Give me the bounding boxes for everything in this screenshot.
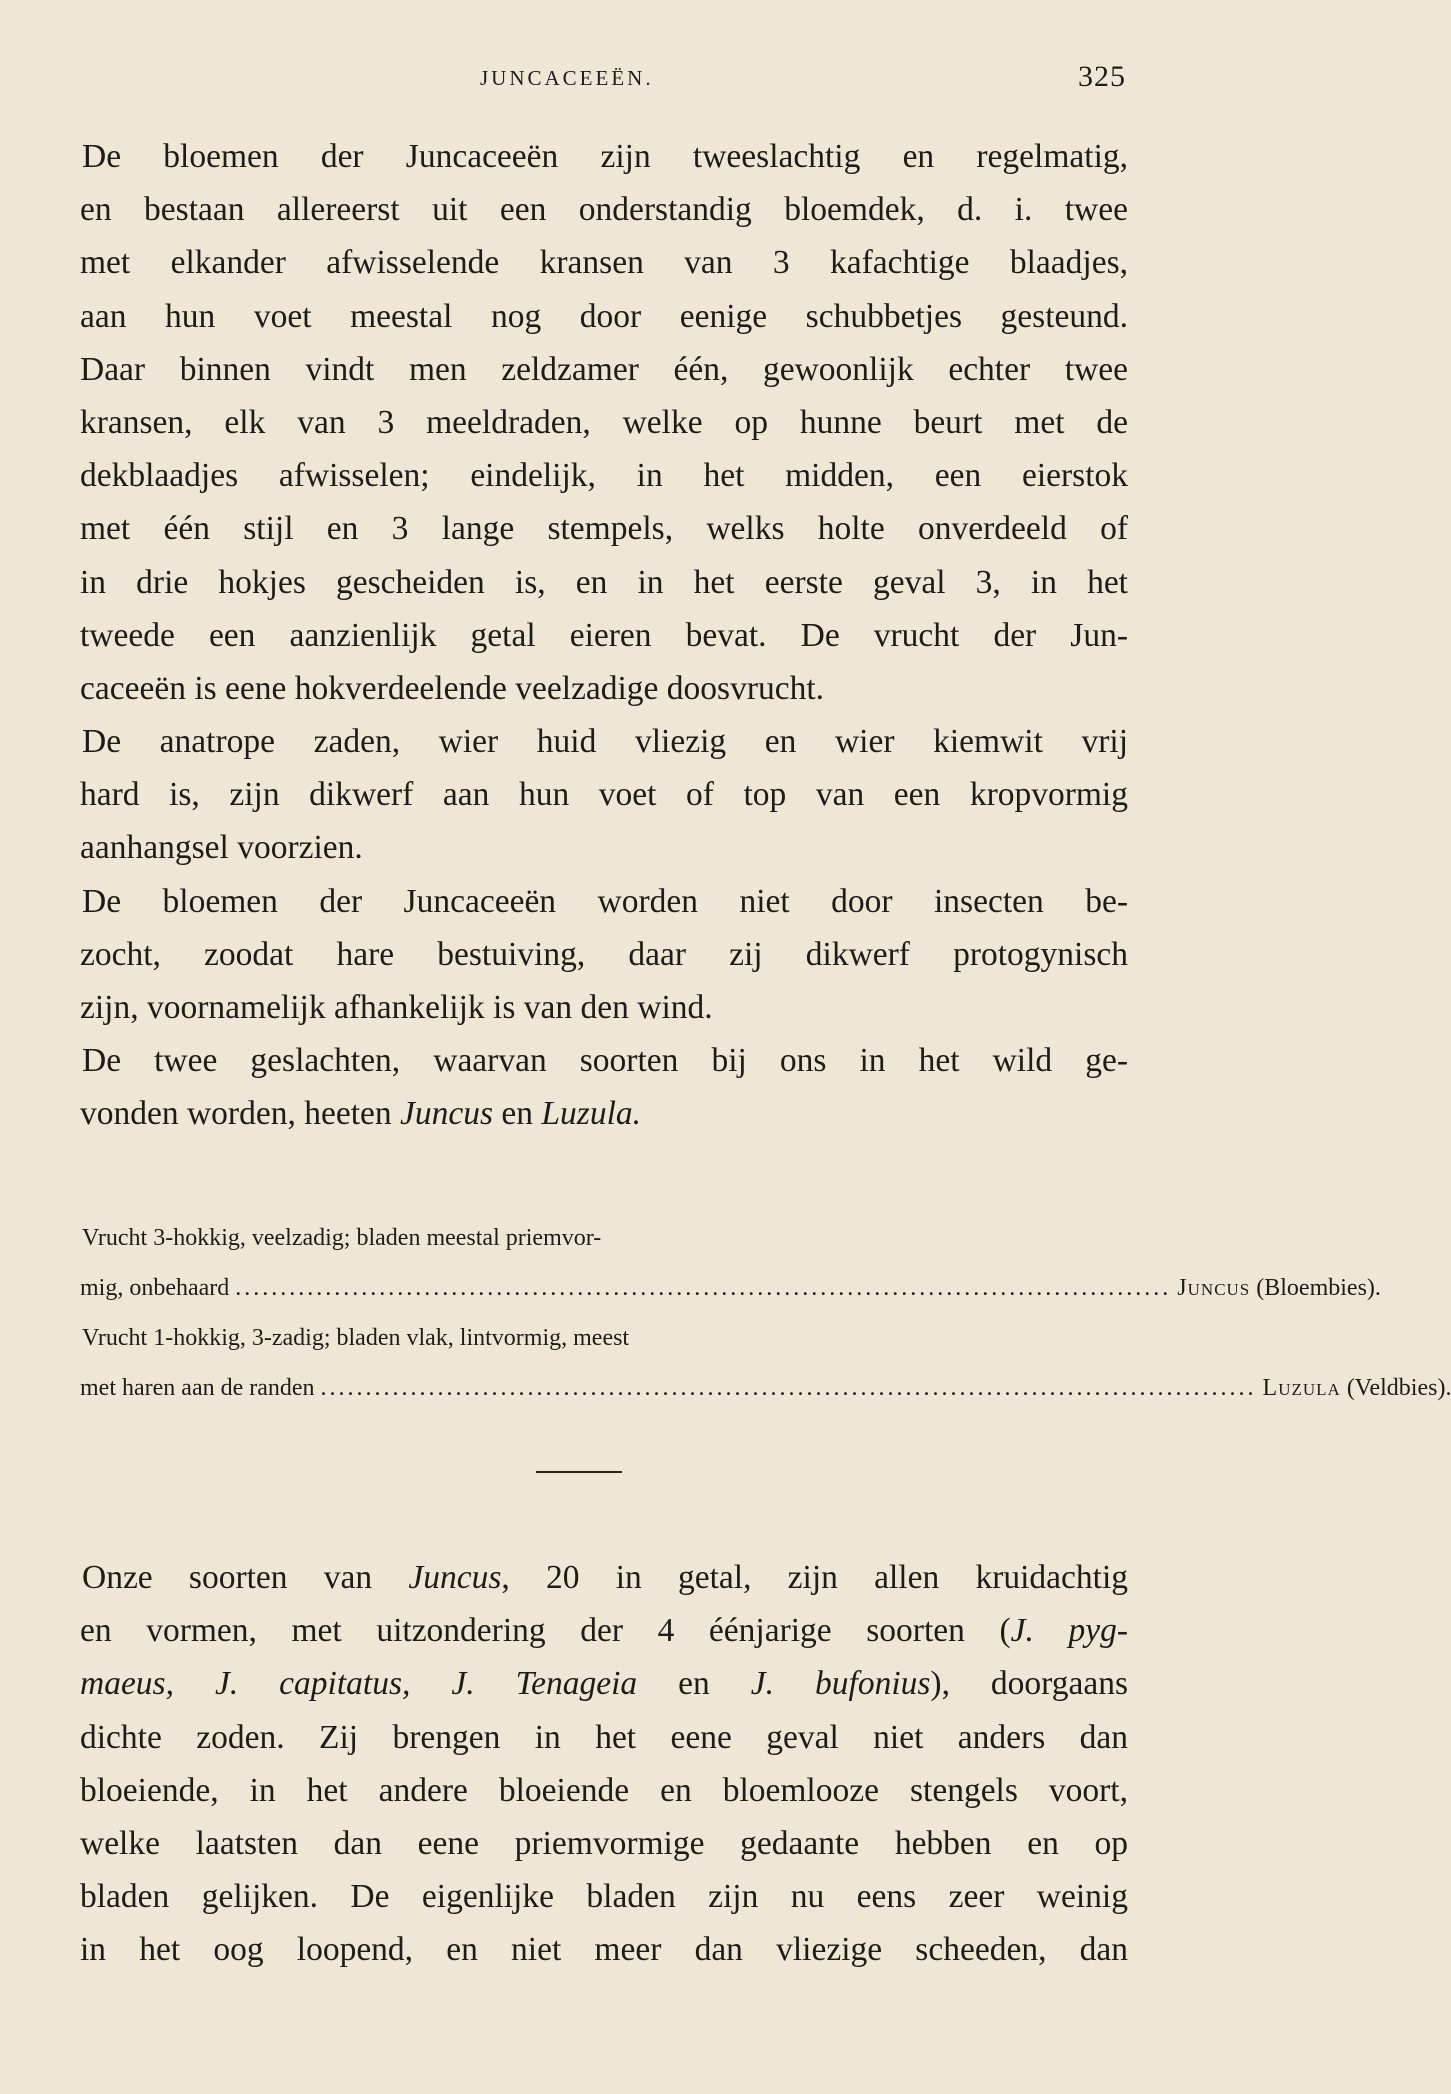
- running-head: JUNCACEEËN.: [480, 66, 654, 90]
- text-line: aan hun voet meestal nog door eenige schubbetjes gesteund.: [80, 297, 1128, 335]
- key-text: mig, onbehaard: [80, 1275, 230, 1301]
- page-header: [0, 62, 1168, 102]
- key-line: Vrucht 1-hokkig, 3-zadig; bladen vlak, lintvormig, meest: [82, 1325, 630, 1351]
- paragraph: [80, 1034, 1128, 1140]
- text-line: [80, 1657, 1128, 1710]
- text-span: en: [493, 1095, 542, 1133]
- paragraph: [80, 715, 1128, 875]
- key-result: [1263, 1363, 1451, 1413]
- text-line: bladen gelijken. De eigenlijke bladen zijn nu eens zeer weinig: [80, 1878, 1128, 1916]
- text-line: bloeiende, in het andere bloeiende en bloemlooze stengels voort,: [80, 1771, 1128, 1809]
- text-line: met elkander afwisselende kransen van 3 kafachtige blaadjes,: [80, 244, 1128, 282]
- common-name: (Bloembies).: [1256, 1275, 1381, 1301]
- species-name: J. bufonius: [750, 1665, 931, 1703]
- text-line: dichte zoden. Zij brengen in het eene geval niet anders dan: [80, 1718, 1128, 1756]
- genus-name: Juncus: [1177, 1275, 1251, 1301]
- text-line: De bloemen der Juncaceeën zijn tweeslachtig en regelmatig,: [82, 138, 1128, 175]
- species-name: J. pyg-: [1010, 1612, 1128, 1650]
- text-line: zijn, voornamelijk afhankelijk is van den wind.: [80, 989, 713, 1026]
- text-span: en vormen, met uitzondering der 4 éénjarige soorten (: [80, 1612, 1011, 1650]
- text-line: Daar binnen vindt men zeldzamer één, gewoonlijk echter twee: [80, 350, 1128, 388]
- text-line: met één stijl en 3 lange stempels, welks holte onverdeeld of: [80, 510, 1128, 548]
- text-line: tweede een aanzienlijk getal eieren bevat. De vrucht der Jun-: [80, 616, 1128, 654]
- paragraph: [80, 875, 1128, 1035]
- text-line: kransen, elk van 3 meeldraden, welke op hunne beurt met de: [80, 403, 1128, 441]
- text-line: in drie hokjes gescheiden is, en in het eerste geval 3, in het: [80, 563, 1128, 601]
- key-line: [80, 1363, 1451, 1413]
- text-line: caceeën is eene hokverdeelende veelzadige doosvrucht.: [80, 669, 825, 707]
- text-line: zocht, zoodat hare bestuiving, daar zij dikwerf protogynisch: [80, 935, 1128, 973]
- text-line: in het oog loopend, en niet meer dan vliezige scheeden, dan: [80, 1931, 1128, 1969]
- text-span: Onze soorten van: [82, 1559, 409, 1596]
- genus-name: Luzula: [1262, 1375, 1341, 1401]
- identification-key: [80, 1213, 1451, 1413]
- common-name: (Veldbies).: [1346, 1375, 1451, 1401]
- text-line: hard is, zijn dikwerf aan hun voet of top van een kropvormig: [80, 776, 1128, 814]
- paragraph: [80, 1551, 1128, 1977]
- text-line: De bloemen der Juncaceeën worden niet door insecten be-: [82, 882, 1128, 920]
- text-line: [80, 1551, 1128, 1604]
- text-span: ), doorgaans: [930, 1665, 1129, 1703]
- text-line: en bestaan allereerst uit een onderstandig bloemdek, d. i. twee: [80, 191, 1128, 229]
- text-line: welke laatsten dan eene priemvormige gedaante hebben en op: [80, 1824, 1128, 1862]
- genus-name: Juncus: [400, 1095, 494, 1133]
- key-line: Vrucht 3-hokkig, veelzadig; bladen meestal priemvor-: [82, 1225, 602, 1251]
- section-divider: [536, 1471, 622, 1473]
- page-number: 325: [1078, 60, 1126, 93]
- text-span: , 20 in getal, zijn allen kruidachtig: [501, 1559, 1129, 1596]
- key-result: [1177, 1263, 1381, 1313]
- dot-leader: ........................................................................................................: [320, 1375, 1257, 1401]
- main-text: [80, 130, 1128, 1141]
- key-line: [80, 1263, 1381, 1313]
- text-line: dekblaadjes afwisselen; eindelijk, in het midden, een eierstok: [80, 457, 1128, 495]
- text-line: De anatrope zaden, wier huid vliezig en wier kiemwit vrij: [82, 723, 1128, 761]
- genus-name: Luzula.: [541, 1095, 642, 1133]
- text-line: [80, 1087, 1128, 1140]
- key-text: met haren aan de randen: [80, 1375, 315, 1401]
- text-span: vonden worden, heeten: [80, 1095, 401, 1133]
- text-line: aanhangsel voorzien.: [80, 829, 363, 867]
- text-span: en: [637, 1665, 751, 1703]
- text-line: [80, 1604, 1128, 1657]
- genus-name: Juncus: [408, 1559, 502, 1596]
- dot-leader: ........................................................................................................: [235, 1275, 1172, 1301]
- paragraph: [80, 130, 1128, 715]
- text-line: De twee geslachten, waarvan soorten bij ons in het wild ge-: [82, 1042, 1128, 1080]
- species-names: maeus, J. capitatus, J. Tenageia: [80, 1665, 638, 1703]
